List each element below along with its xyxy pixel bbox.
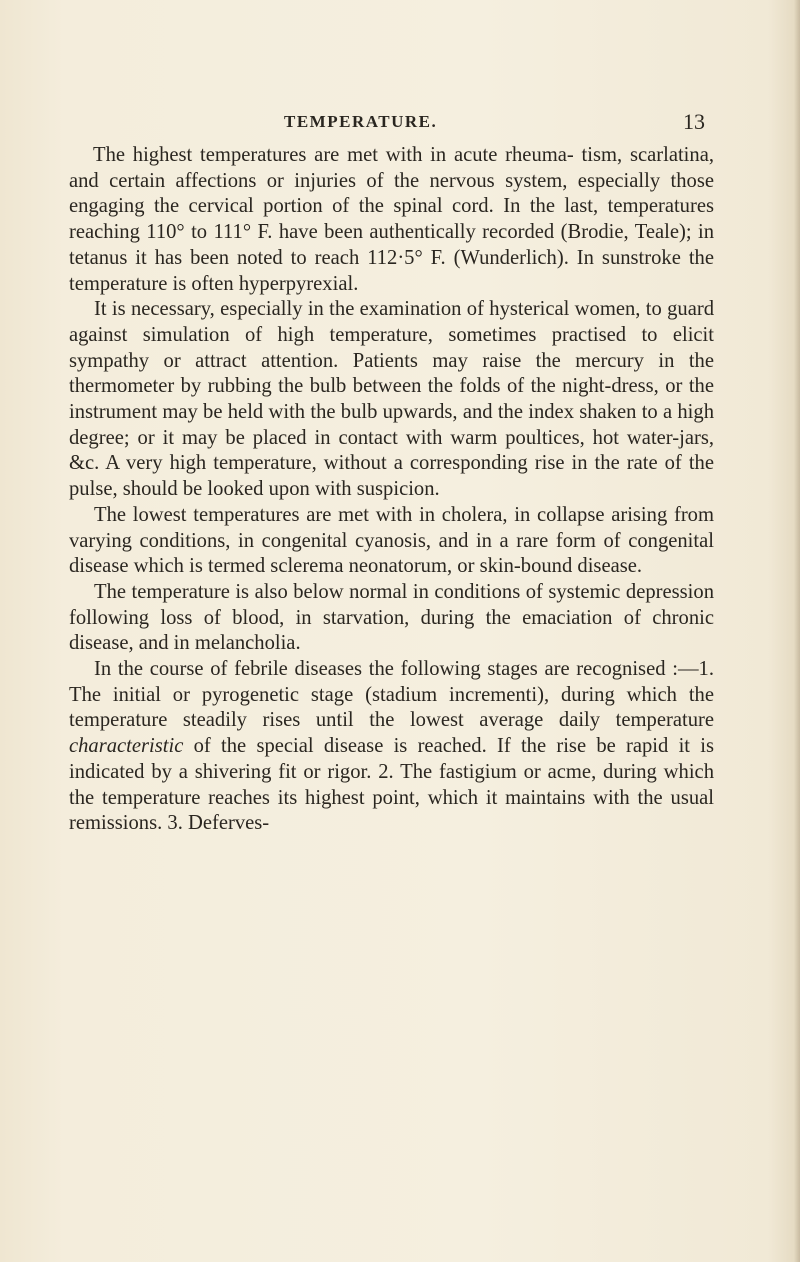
body-text <box>69 143 714 837</box>
febrile-stages-text-after: of the special disease is reached. If the rise be rapid it is indicated by a shivering fit or rigor. 2. The fastigium or acme, during which the temperature reaches its highest point, which it maintains with the usual remissions. 3. Deferves- <box>69 735 714 835</box>
page-number: 13 <box>683 109 705 134</box>
paragraph-highest-temperatures: The highest temperatures are met with in acute rheuma- tism, scarlatina, and certain affections or injuries of the nervous system, especially those engaging the cervical portion of the spinal cord. In the last, temperatures reaching 110° to 111° F. have been authentically recorded (Brodie, Teale); in tetanus it has been noted to reach 112·5° F. (Wunderlich). In sunstroke the temperature is often hyperpyrexial. <box>69 144 714 295</box>
paragraph-hysterical-simulation: It is necessary, especially in the examination of hysterical women, to guard against simulation of high temperature, sometimes practised to elicit sympathy or attract attention. Patients may raise the mercury in the thermometer by rubbing the bulb between the folds of the night-dress, or the instrument may be held with the bulb upwards, and the index shaken to a high degree; or it may be placed in contact with warm poultices, hot water-jars, &c. A very high temperature, without a corresponding rise in the rate of the pulse, should be looked upon with suspicion. <box>69 298 714 501</box>
paragraph-lowest-temperatures: The lowest temperatures are met with in cholera, in collapse arising from varying conditions, in congenital cyanosis, and in a rare form of congenital disease which is termed sclerema neonatorum, or skin-bound disease. <box>69 503 714 578</box>
page-edge-shadow <box>794 0 800 1262</box>
paragraph-below-normal: The temperature is also below normal in conditions of systemic depression following loss of blood, in starvation, during the emaciation of chronic disease, and in melancholia. <box>69 580 714 655</box>
febrile-stages-italic: characteristic <box>69 735 184 758</box>
running-title: TEMPERATURE. <box>284 112 438 131</box>
febrile-stages-text-before: In the course of febrile diseases the following stages are recognised :—1. The initial or pyrogenetic stage (stadium incrementi), during which the temperature steadily rises until the lowest average daily temperature <box>69 658 714 732</box>
page-header <box>0 109 800 136</box>
paragraph-febrile-stages <box>69 657 714 837</box>
